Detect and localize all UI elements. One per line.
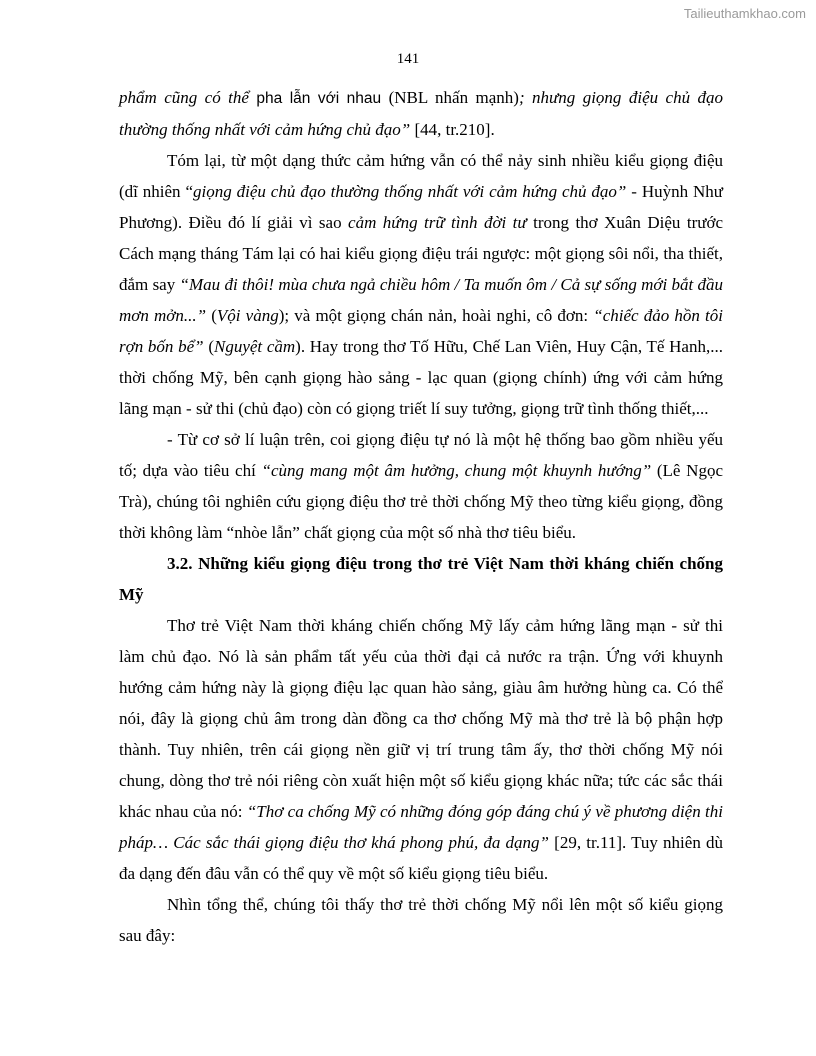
text: - Từ cơ sở lí luận trên, coi giọng điệu tự nó là một hệ thống bao gồm nhiều yếu tố; dựa vào tiêu chí	[119, 430, 723, 480]
text: trong thơ Xuân Diệu trước Cách mạng tháng Tám lại có hai kiểu giọng điệu trái ngược: một giọng sôi nổi, tha thiết, đắm say	[119, 213, 723, 294]
text: (NBL nhấn mạnh)	[381, 88, 519, 107]
italic-quote: “cùng mang một âm hưởng, chung một khuynh hướng”	[261, 461, 652, 480]
italic-quote: “Mau đi thôi! mùa chưa ngả chiều hôm / Ta muốn ôm / Cả sự sống mới bắt đầu mơn mởn...”	[119, 275, 723, 325]
italic-quote: “Thơ ca chống Mỹ có những đóng góp đáng chú ý về phương diện thi pháp… Các sắc thái giọng điệu thơ khá phong phú, đa dạng”	[119, 802, 724, 852]
document-body	[119, 82, 723, 951]
page-number: 141	[396, 51, 420, 67]
paragraph-quote-continuation	[119, 82, 723, 145]
italic-term: cảm hứng trữ tình đời tư	[348, 213, 527, 232]
italic-title: Nguyệt cầm	[213, 337, 296, 356]
paragraph-summary	[119, 145, 723, 424]
italic-quote: “chiếc đảo hồn tôi rợn bốn bể”	[119, 306, 723, 356]
text: ). Hay trong thơ Tố Hữu, Chế Lan Viên, Huy Cận, Tế Hanh,... thời chống Mỹ, bên cạnh giọng hào sảng - lạc quan (giọng chính) ứng với cảm hứng lãng mạn - sử thi (chủ đạo) còn có giọng triết lí suy tưởng, giọng trữ tình thống thiết,...	[119, 337, 723, 418]
text: [29, tr.11]. Tuy nhiên dù đa dạng đến đâu vẫn có thể quy về một số kiểu giọng tiêu biểu.	[119, 833, 723, 883]
text: (Lê Ngọc Trà), chúng tôi nghiên cứu giọng điệu thơ trẻ thời chống Mỹ theo từng kiểu giọng, đồng thời không làm “nhòe lẫn” chất giọng của một số nhà thơ tiêu biểu.	[119, 461, 723, 542]
text: Thơ trẻ Việt Nam thời kháng chiến chống Mỹ lấy cảm hứng lãng mạn - sử thi làm chủ đạo. Nó là sản phẩm tất yếu của thời đại cả nước ra trận. Ứng với khuynh hướng cảm hứng này là giọng điệu lạc quan hào sảng, giàu âm hưởng hùng ca. Có thể nói, đây là giọng chủ âm trong dàn đồng ca thơ chống Mỹ mà thơ trẻ là bộ phận hợp thành. Tuy nhiên, trên cái giọng nền giữ vị trí trung tâm ấy, thơ thời chống Mỹ nói chung, dòng thơ trẻ nói riêng còn xuất hiện một số kiểu giọng khác nữa; tức các sắc thái khác nhau của nó:	[119, 616, 723, 821]
citation: [44, tr.210].	[410, 120, 495, 139]
text: ); và một giọng chán nản, hoài nghi, cô đơn:	[278, 306, 594, 325]
text: (	[206, 306, 217, 325]
text: (	[203, 337, 214, 356]
italic-text: ; nhưng giọng điệu chủ đạo thường thống nhất với cảm hứng chủ đạo”	[119, 88, 723, 139]
italic-quote: giọng điệu chủ đạo thường thống nhất với cảm hứng chủ đạo”	[193, 182, 627, 201]
text: Nhìn tổng thể, chúng tôi thấy thơ trẻ thời chống Mỹ nổi lên một số kiểu giọng sau đây:	[119, 895, 723, 945]
paragraph-theory	[119, 424, 723, 548]
section-heading: 3.2. Những kiểu giọng điệu trong thơ trẻ Việt Nam thời kháng chiến chống Mỹ	[119, 554, 723, 604]
text: Tóm lại, từ một dạng thức cảm hứng vẫn có thể nảy sinh nhiều kiểu giọng điệu (dĩ nhiên “	[119, 151, 723, 201]
italic-title: Vội vàng	[216, 306, 279, 325]
text: - Huỳnh Như Phương). Điều đó lí giải vì sao	[119, 182, 723, 232]
paragraph-section-intro	[119, 610, 723, 889]
watermark: Tailieuthamkhao.com	[683, 6, 806, 21]
paragraph-overview	[119, 889, 723, 951]
emphasis-text: pha lẫn với nhau	[248, 90, 382, 107]
italic-text: phẩm cũng có thể	[119, 88, 249, 107]
